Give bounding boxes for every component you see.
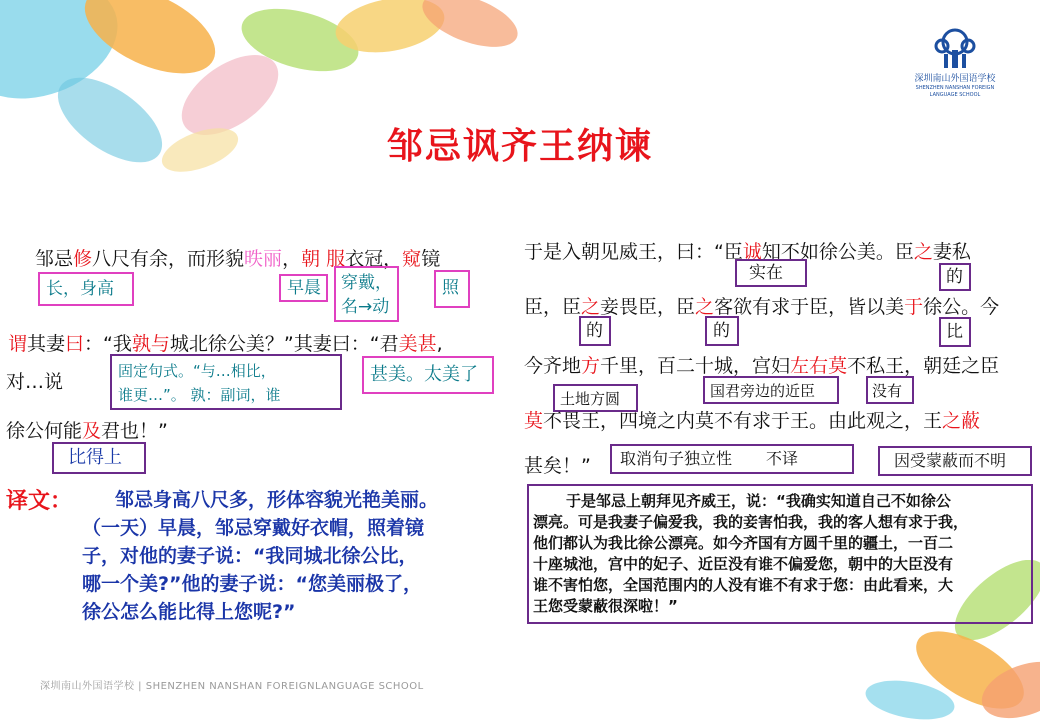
translation-line-3: 子，对他的妻子说：“我同城北徐公比， xyxy=(82,545,418,567)
left-line-1: 邹忌修八尺有余，而形貌昳丽，朝 服衣冠，窥镜 xyxy=(35,248,441,270)
left-line-2: 谓其妻曰：“我孰与城北徐公美？”其妻曰：“君美甚, xyxy=(8,333,443,355)
left-line-3: 徐公何能及君也！” xyxy=(6,420,168,442)
note-chang-shengao: 长，身高 xyxy=(38,272,134,306)
school-logo xyxy=(900,28,1010,99)
note-duiyi: 对…说 xyxy=(6,371,64,393)
right-line-4: 莫不畏王，四境之内莫不有求于王。由此观之，王之蔽 xyxy=(524,410,981,432)
translation-right-line-4: 十座城池，宫中的妃子、近臣没有谁不偏爱您，朝中的大臣没有 xyxy=(533,555,954,573)
note-bideshang: 比得上 xyxy=(52,442,146,474)
footer-text: 深圳南山外国语学校 | SHENZHEN NANSHAN FOREIGNLANGUAGE SCHOOL xyxy=(40,681,424,692)
translation-line-4: 哪一个美?”他的妻子说：“您美丽极了， xyxy=(82,573,422,595)
translation-right-line-6: 王您受蒙蔽很深啦！” xyxy=(533,597,678,615)
translation-line-1: 邹忌身高八尺多，形体容貌光艳美丽。 xyxy=(115,489,439,511)
translation-right-line-5: 谁不害怕您，全国范围内的人没有谁不有求于您：由此看来，大 xyxy=(533,576,954,594)
note-mengbi: 因受蒙蔽而不明 xyxy=(878,446,1032,476)
note-tudi-fangyuan: 土地方圆 xyxy=(553,384,638,412)
school-logo-icon xyxy=(930,28,980,70)
note-zaochen: 早晨 xyxy=(279,274,328,302)
page-title: 邹忌讽齐王纳谏 xyxy=(386,126,653,167)
right-line-5: 甚矣！” xyxy=(524,455,591,477)
note-shenmei: 甚美。太美了 xyxy=(362,356,494,394)
note-de-3: 的 xyxy=(705,316,739,346)
note-jinchen: 国君旁边的近臣 xyxy=(703,376,839,404)
note-de-2: 的 xyxy=(579,316,611,346)
note-shizai: 实在 xyxy=(735,259,807,287)
right-line-2: 臣，臣之妾畏臣，臣之客欲有求于臣，皆以美于徐公。今 xyxy=(524,296,1000,318)
translation-right-line-3: 他们都认为我比徐公漂亮。如今齐国有方圆千里的疆土，一百二 xyxy=(533,534,954,552)
translation-line-2: （一天）早晨，邹忌穿戴好衣帽，照着镜 xyxy=(82,517,425,539)
note-de-1: 的 xyxy=(939,263,971,291)
logo-en-line2: LANGUAGE SCHOOL xyxy=(929,92,981,98)
right-line-1: 于是入朝见威王，曰：“臣诚知不如徐公美。臣之妻私 xyxy=(524,241,971,263)
note-guding-jushi: 固定句式。“与…相比， 谁更…”。 孰：副词，谁 xyxy=(110,354,342,410)
translation-label: 译文： xyxy=(6,489,73,514)
translation-line-5: 徐公怎么能比得上您呢?” xyxy=(82,601,296,623)
logo-en-line1: SHENZHEN NANSHAN FOREIGN xyxy=(915,85,995,91)
right-line-3: 今齐地方千里，百二十城，宫妇左右莫不私王，朝廷之臣 xyxy=(524,355,1000,377)
note-bi: 比 xyxy=(939,317,971,347)
note-meiyou: 没有 xyxy=(866,376,914,404)
note-zhao: 照 xyxy=(434,270,470,308)
translation-right-line-2: 漂亮。可是我妻子偏爱我，我的妾害怕我，我的客人想有求于我， xyxy=(533,513,969,531)
note-quxiao: 取消句子独立性 不译 xyxy=(610,444,854,474)
logo-name: 深圳南山外国语学校 xyxy=(914,74,996,84)
note-chuandai: 穿戴， 名→动 xyxy=(334,266,399,322)
translation-right-line-1: 于是邹忌上朝拜见齐威王，说：“我确实知道自己不如徐公 xyxy=(566,492,951,510)
